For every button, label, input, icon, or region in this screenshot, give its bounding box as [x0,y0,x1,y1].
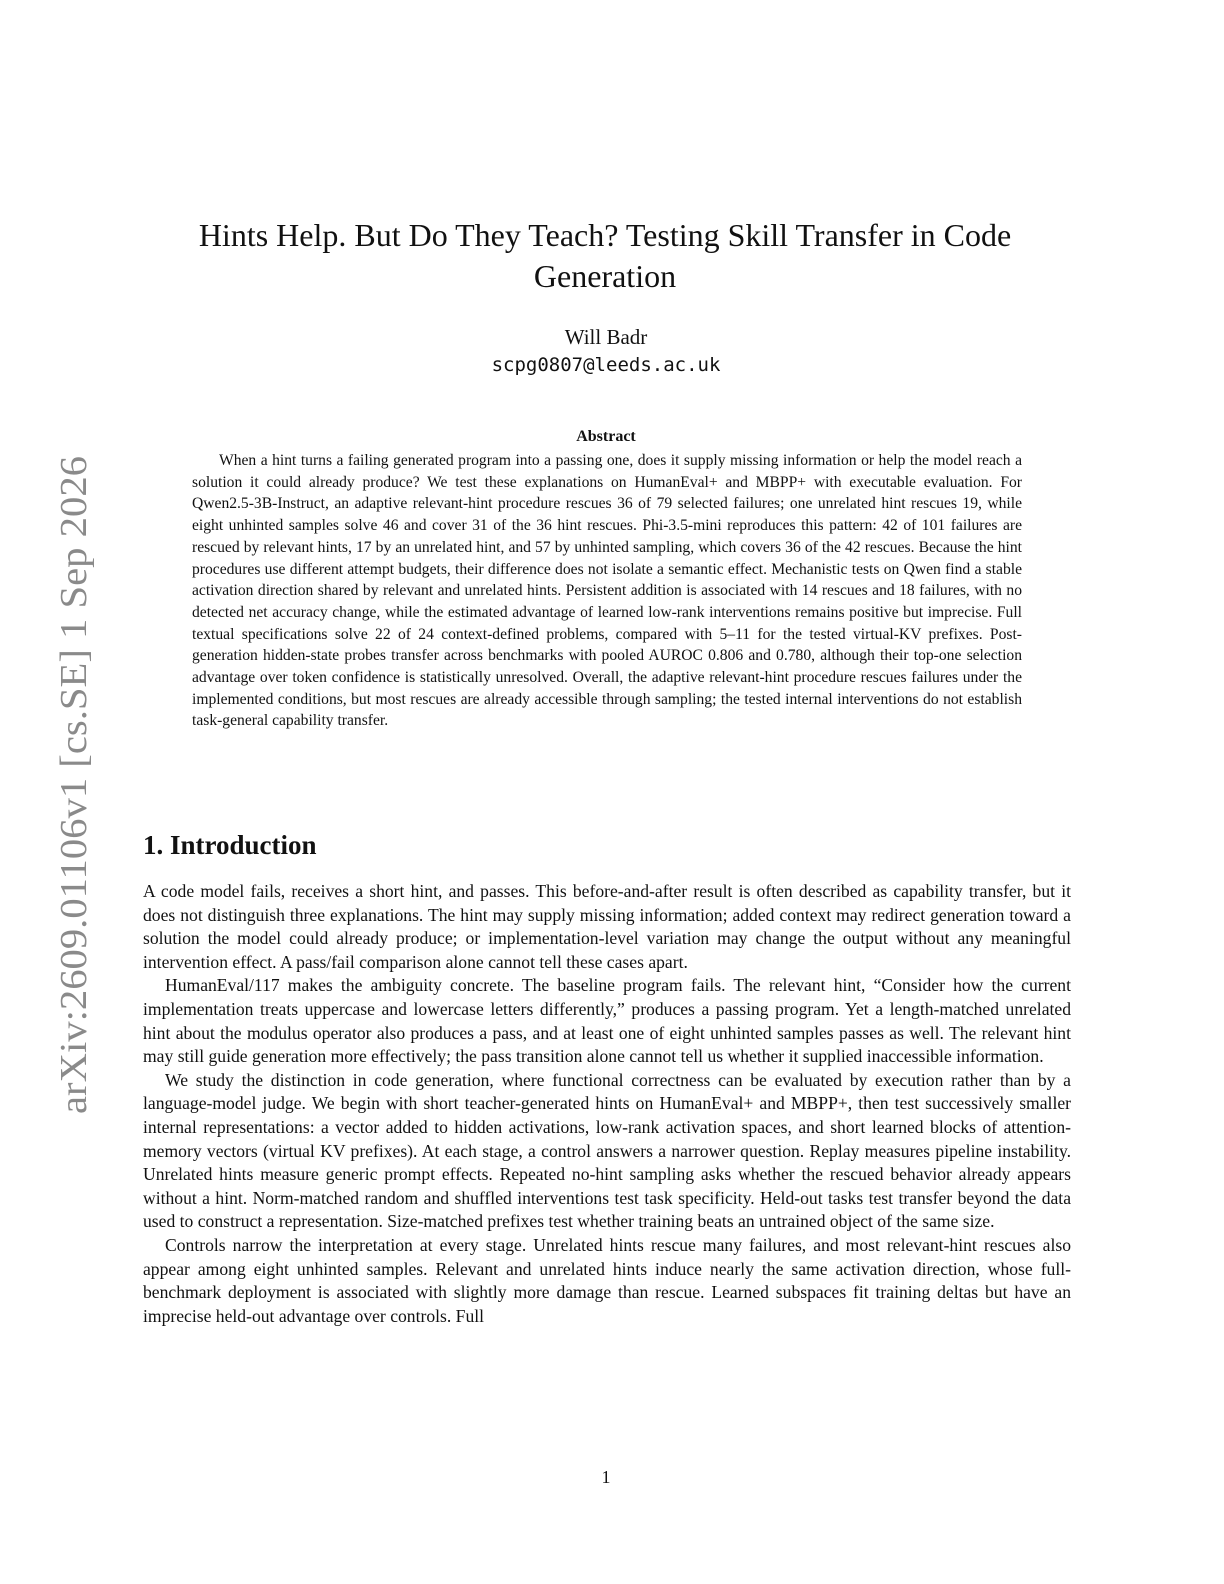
arxiv-identifier-stamp [44,454,104,1114]
author-email: scpg0807@leeds.ac.uk [491,354,721,376]
author-name: Will Badr [564,325,648,349]
intro-paragraph: HumanEval/117 makes the ambiguity concrete. The baseline program fails. The relevant hint, “Consider how the current implementation treats uppercase and lowercase letters differently,” produces a passing program. Yet a length-matched unrelated hint about the modulus operator also produces a pass, and at least one of eight unhinted samples passes as well. The relevant hint may still guide generation more effectively; the pass transition alone cannot tell us whether it supplied inaccessible information. [143,975,1071,1067]
intro-paragraph: Controls narrow the interpretation at every stage. Unrelated hints rescue many failures, and most relevant-hint rescues also appear among eight unhinted samples. Relevant and unrelated hints induce nearly the same activation direction, whose full-benchmark deployment is associated with slightly more damage than rescue. Learned subspaces fit training deltas but have an imprecise held-out advantage over controls. Full [143,1234,1071,1326]
paper-title: Hints Help. But Do They Teach? Testing Skill Transfer in Code Generation [198,217,1012,294]
section-heading-introduction: 1. Introduction [143,830,317,860]
intro-paragraph: We study the distinction in code generation, where functional correctness can be evaluated by execution rather than by a language-model judge. We begin with short teacher-generated hints on HumanEval+ and MBPP+, then test successively smaller internal representations: a vector added to hidden activations, low-rank activation spaces, and short learned blocks of attention-memory vectors (virtual KV prefixes). At each stage, a control answers a narrower question. Replay measures pipeline instability. Unrelated hints measure generic prompt effects. Repeated no-hint sampling asks whether the rescued behavior already appears without a hint. Norm-matched random and shuffled interventions test task specificity. Held-out tasks test transfer beyond the data used to construct a representation. Size-matched prefixes test whether training beats an untrained object of the same size. [143,1069,1071,1232]
abstract-text: When a hint turns a failing generated program into a passing one, does it supply missing information or help the model reach a solution it could already produce? We test these explanations on HumanEval+ and MBPP+ with executable evaluation. For Qwen2.5-3B-Instruct, an adaptive relevant-hint procedure rescues 36 of 79 selected failures; one unrelated hint rescues 19, while eight unhinted samples solve 46 and cover 31 of the 36 hint rescues. Phi-3.5-mini reproduces this pattern: 42 of 101 failures are rescued by relevant hints, 17 by an unrelated hint, and 57 by unhinted sampling, which covers 36 of the 42 rescues. Because the hint procedures use different attempt budgets, their difference does not isolate a semantic effect. Mechanistic tests on Qwen find a stable activation direction shared by relevant and unrelated hints. Persistent addition is associated with 14 rescues and 18 failures, with no detected net accuracy change, while the estimated advantage of learned low-rank interventions remains positive but imprecise. Full textual specifications solve 22 of 24 context-defined problems, compared with 5–11 for the tested virtual-KV prefixes. Post-generation hidden-state probes transfer across benchmarks with pooled AUROC 0.806 and 0.780, although their top-one selection advantage over token confidence is statistically unresolved. Overall, the adaptive relevant-hint procedure rescues failures under the implemented conditions, but most rescues are already accessible through sampling; the tested internal interventions do not establish task-general capability transfer. [192,452,1022,730]
arxiv-identifier-text: arXiv:2609.01106v1 [cs.SE] 1 Sep 2026 [53,499,95,1114]
abstract-heading: Abstract [576,428,636,445]
introduction-body [143,880,1071,1328]
intro-paragraph: A code model fails, receives a short hint, and passes. This before-and-after result is often described as capability transfer, but it does not distinguish three explanations. The hint may supply missing information; added context may redirect generation toward a solution the model could already produce; or implementation-level variation may change the output without any meaningful intervention effect. A pass/fail comparison alone cannot tell these cases apart. [143,881,1071,972]
page-number: 1 [601,1467,611,1487]
